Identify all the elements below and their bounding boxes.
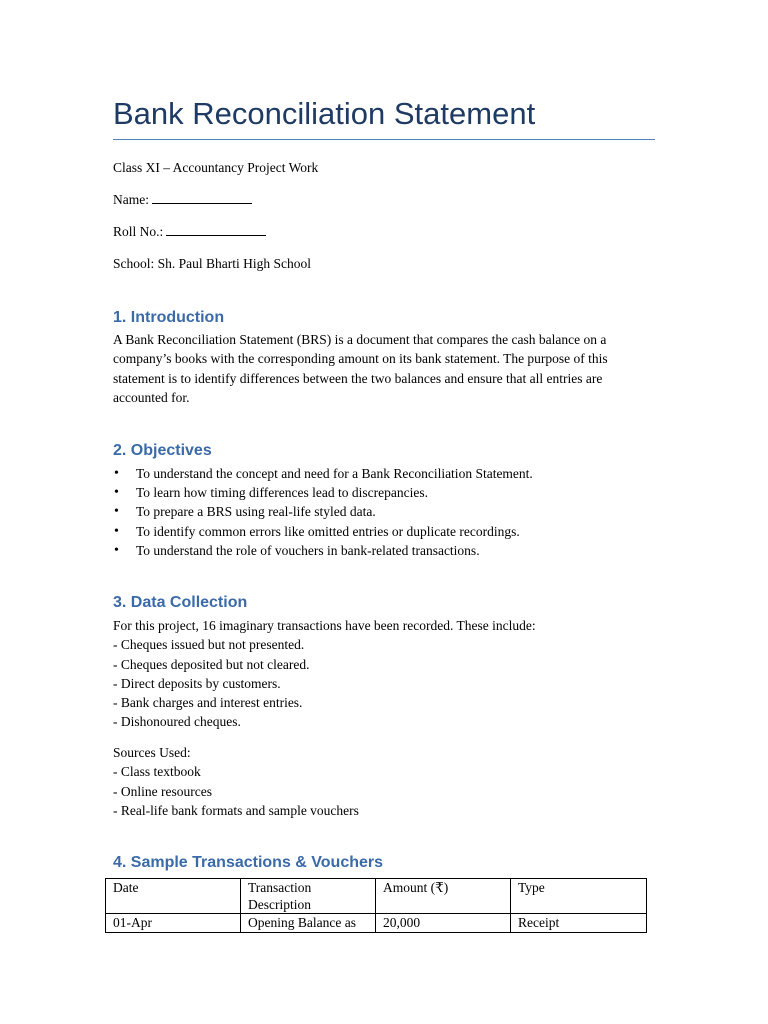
class-line: Class XI – Accountancy Project Work xyxy=(113,160,319,175)
list-item: • To learn how timing differences lead to discrepancies. xyxy=(113,483,533,502)
list-item: - Cheques issued but not presented. xyxy=(113,637,305,653)
introduction-heading: 1. Introduction xyxy=(113,309,225,326)
column-header-description: Transaction Description xyxy=(241,879,376,914)
bullet: • xyxy=(114,466,119,481)
title-underline xyxy=(113,139,655,140)
name-blank xyxy=(152,191,252,204)
list-item: - Direct deposits by customers. xyxy=(113,675,281,691)
cell-type: Receipt xyxy=(511,914,647,933)
bullet: • xyxy=(114,504,119,520)
list-item: • To understand the role of vouchers in bank-related transactions. xyxy=(113,541,533,560)
transactions-table xyxy=(105,878,647,933)
list-item: Sources Used: xyxy=(113,745,191,760)
introduction-body: A Bank Reconciliation Statement (BRS) is a document that compares the cash balance on a company’s books with the corresponding amount on its bank statement. The purpose of this statement is to identify differences between the two balances and ensure that all entries are accounted for. xyxy=(113,332,608,405)
table-header-row xyxy=(106,879,647,914)
list-item: - Cheques deposited but not cleared. xyxy=(113,656,310,672)
list-item: - Bank charges and interest entries. xyxy=(113,695,303,711)
table-row xyxy=(106,914,647,933)
cell-date: 01-Apr xyxy=(106,914,241,933)
sources-list xyxy=(113,743,359,820)
bullet: • xyxy=(114,523,119,539)
list-item: • To understand the concept and need for a Bank Reconciliation Statement. xyxy=(113,464,533,483)
list-item: - Real-life bank formats and sample vouchers xyxy=(113,802,359,818)
column-header-date: Date xyxy=(106,879,241,914)
transactions-heading: 4. Sample Transactions & Vouchers xyxy=(113,854,384,871)
school-line: School: Sh. Paul Bharti High School xyxy=(113,256,312,271)
bullet: • xyxy=(114,485,119,501)
cell-description: Opening Balance as xyxy=(241,914,376,933)
list-item: - Online resources xyxy=(113,783,212,799)
list-item: • To prepare a BRS using real-life styled data. xyxy=(113,502,533,521)
column-header-amount: Amount (₹) xyxy=(376,879,511,914)
roll-line xyxy=(113,223,266,241)
roll-blank xyxy=(166,223,266,236)
list-item: For this project, 16 imaginary transactions have been recorded. These include: xyxy=(113,618,536,633)
objectives-heading: 2. Objectives xyxy=(113,442,212,459)
data-collection-list xyxy=(113,616,536,732)
roll-label: Roll No.: xyxy=(113,224,164,239)
document-title: Bank Reconciliation Statement xyxy=(113,96,536,131)
cell-amount: 20,000 xyxy=(376,914,511,933)
name-line xyxy=(113,191,252,209)
name-label: Name: xyxy=(113,192,149,207)
objectives-list xyxy=(113,464,533,560)
list-item: • To identify common errors like omitted entries or duplicate recordings. xyxy=(113,522,533,541)
list-item: - Class textbook xyxy=(113,764,201,780)
list-item: - Dishonoured cheques. xyxy=(113,714,241,730)
data-collection-heading: 3. Data Collection xyxy=(113,594,248,611)
column-header-type: Type xyxy=(511,879,647,914)
bullet: • xyxy=(114,542,119,558)
